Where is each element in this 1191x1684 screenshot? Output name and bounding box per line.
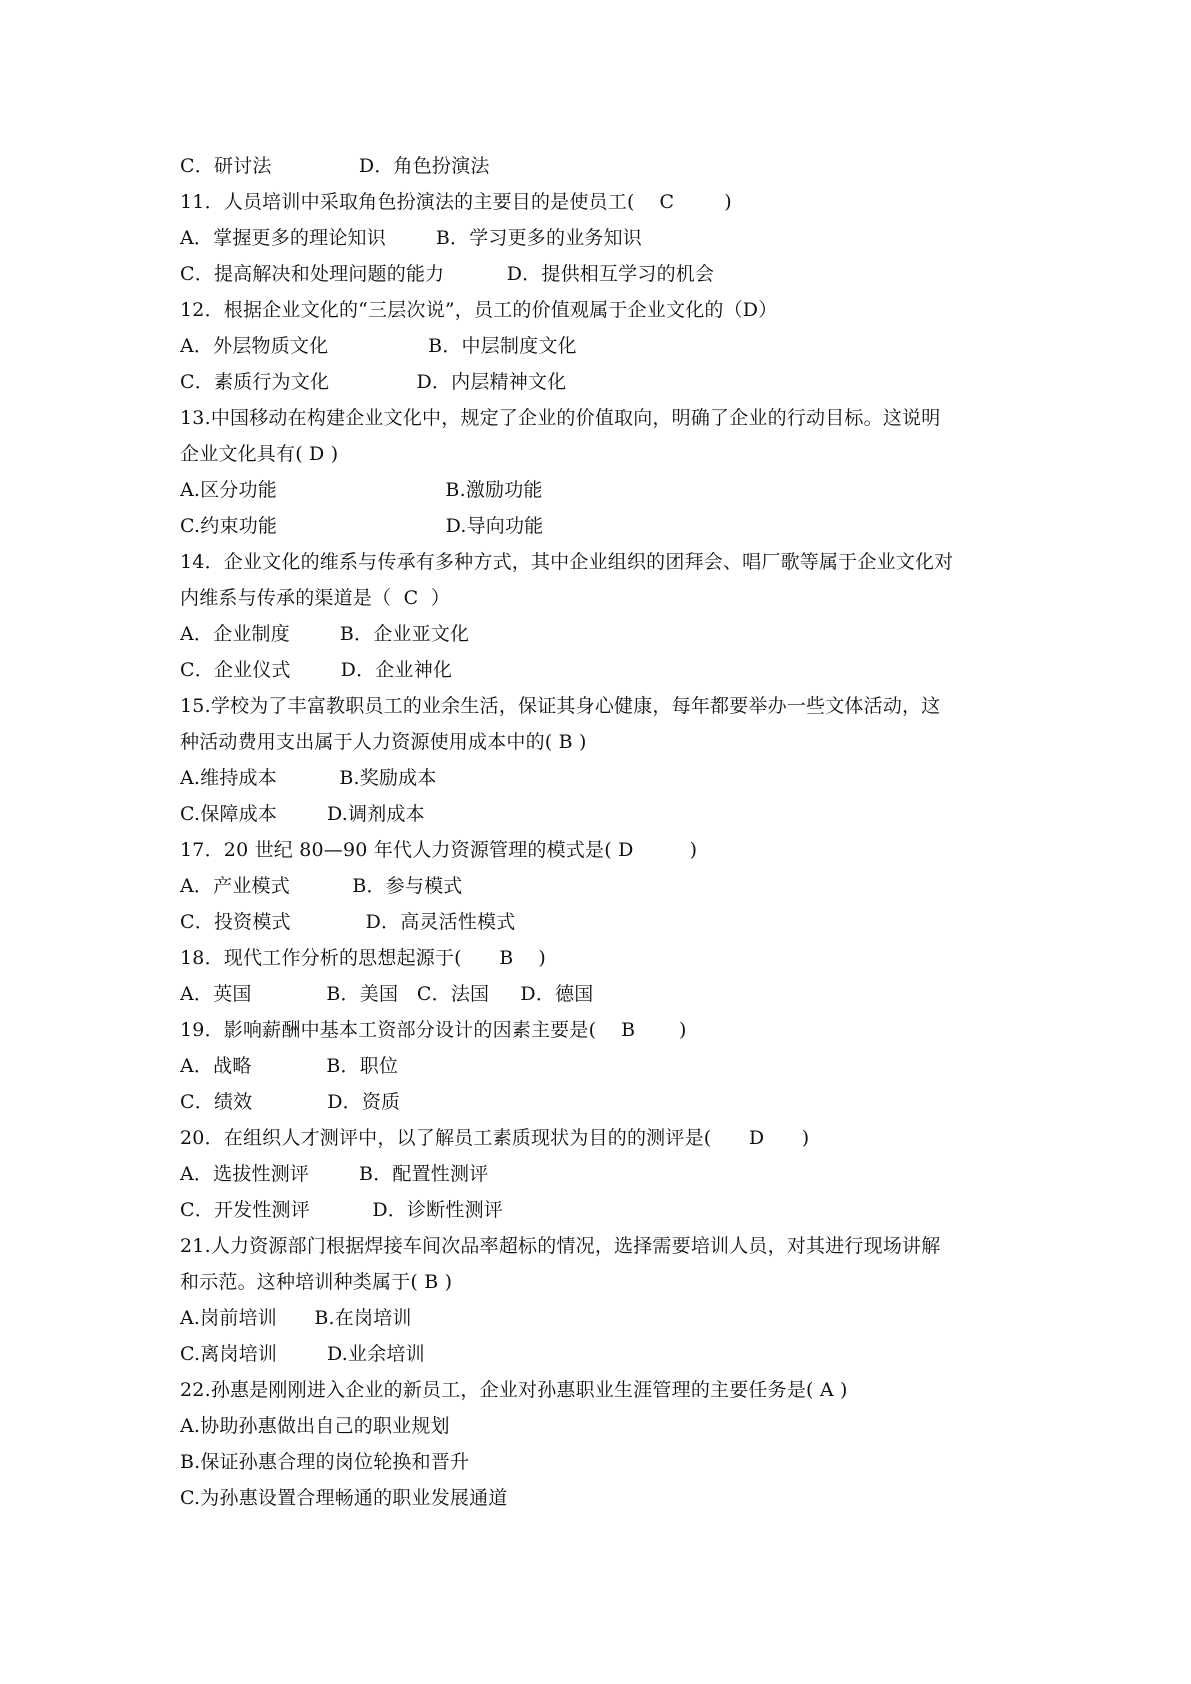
question-17: 17．20 世纪 80—90 年代人力资源管理的模式是( D ) <box>180 839 698 861</box>
question-12: 12．根据企业文化的“三层次说”，员工的价值观属于企业文化的（D） <box>180 299 778 321</box>
option-line-q21-ab: A.岗前培训 B.在岗培训 <box>180 1307 412 1329</box>
question-19: 19．影响薪酬中基本工资部分设计的因素主要是( B ) <box>180 1019 687 1041</box>
option-line-q20-ab: A．选拔性测评 B．配置性测评 <box>180 1163 489 1185</box>
question-13-continued: 企业文化具有( D ) <box>180 443 339 465</box>
document-body <box>180 148 1020 1516</box>
question-11: 11．人员培训中采取角色扮演法的主要目的是使员工( C ) <box>180 191 732 213</box>
option-line-q19-ab: A．战略 B．职位 <box>180 1055 399 1077</box>
option-line-q20-cd: C．开发性测评 D．诊断性测评 <box>180 1199 503 1221</box>
question-14: 14．企业文化的维系与传承有多种方式，其中企业组织的团拜会、唱厂歌等属于企业文化对 <box>180 551 954 573</box>
option-line-q17-cd: C．投资模式 D．高灵活性模式 <box>180 911 516 933</box>
question-14-continued: 内维系与传承的渠道是（ C ） <box>180 587 451 609</box>
question-21-continued: 和示范。这种培训种类属于( B ) <box>180 1271 453 1293</box>
question-20: 20．在组织人才测评中，以了解员工素质现状为目的的测评是( D ) <box>180 1127 810 1149</box>
question-13: 13.中国移动在构建企业文化中，规定了企业的价值取向，明确了企业的行动目标。这说明 <box>180 407 941 429</box>
option-line-q17-ab: A．产业模式 B．参与模式 <box>180 875 463 897</box>
option-line-q10-cd: C．研讨法 D．角色扮演法 <box>180 155 490 177</box>
option-line-q14-ab: A．企业制度 B．企业亚文化 <box>180 623 470 645</box>
option-line-q12-cd: C．素质行为文化 D．内层精神文化 <box>180 371 567 393</box>
question-15-continued: 种活动费用支出属于人力资源使用成本中的( B ) <box>180 731 587 753</box>
option-line-q15-cd: C.保障成本 D.调剂成本 <box>180 803 425 825</box>
option-q22-b: B.保证孙惠合理的岗位轮换和晋升 <box>180 1451 470 1473</box>
question-22: 22.孙惠是刚刚进入企业的新员工，企业对孙惠职业生涯管理的主要任务是( A ) <box>180 1379 848 1401</box>
option-line-q14-cd: C．企业仪式 D．企业神化 <box>180 659 453 681</box>
question-21: 21.人力资源部门根据焊接车间次品率超标的情况，选择需要培训人员，对其进行现场讲解 <box>180 1235 941 1257</box>
option-line-q13-ab: A.区分功能 B.激励功能 <box>180 479 543 501</box>
option-line-q21-cd: C.离岗培训 D.业余培训 <box>180 1343 425 1365</box>
option-line-q15-ab: A.维持成本 B.奖励成本 <box>180 767 437 789</box>
question-18: 18．现代工作分析的思想起源于( B ) <box>180 947 546 969</box>
option-line-q18: A．英国 B．美国 C．法国 D．德国 <box>180 983 594 1005</box>
question-15: 15.学校为了丰富教职员工的业余生活，保证其身心健康，每年都要举办一些文体活动，这 <box>180 695 941 717</box>
option-line-q19-cd: C．绩效 D．资质 <box>180 1091 401 1113</box>
option-line-q11-ab: A．掌握更多的理论知识 B．学习更多的业务知识 <box>180 227 643 249</box>
option-line-q13-cd: C.约束功能 D.导向功能 <box>180 515 544 537</box>
option-q22-a: A.协助孙惠做出自己的职业规划 <box>180 1415 450 1437</box>
option-q22-c: C.为孙惠设置合理畅通的职业发展通道 <box>180 1487 508 1509</box>
option-line-q12-ab: A．外层物质文化 B．中层制度文化 <box>180 335 577 357</box>
option-line-q11-cd: C．提高解决和处理问题的能力 D．提供相互学习的机会 <box>180 263 715 285</box>
